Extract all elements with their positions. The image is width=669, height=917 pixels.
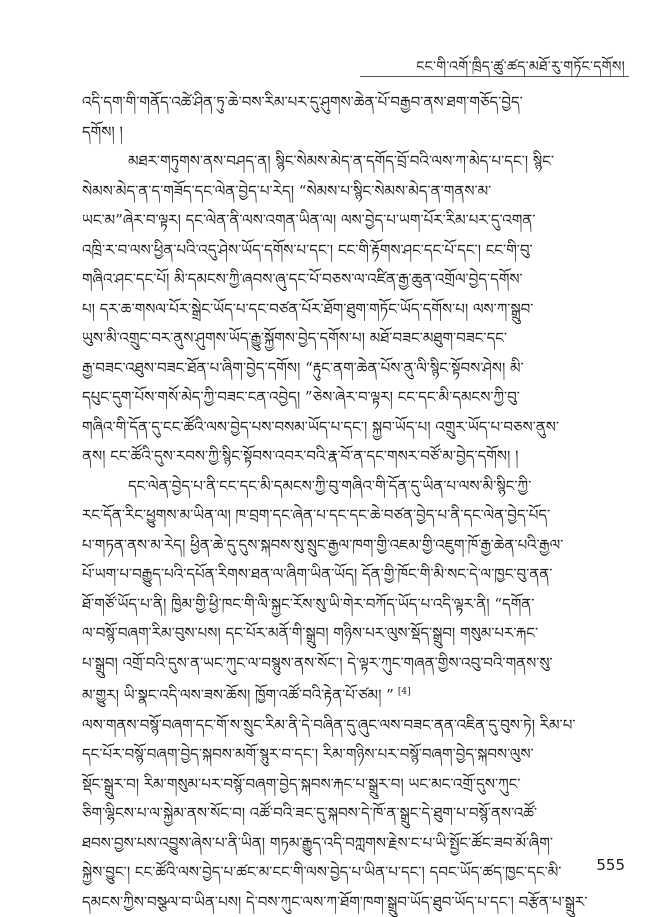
text-line: དཔུང་དུག་པོས་གསོ་མེད་ཀྱི་བཟང་ངན་འབྱེད། ”ཅེས་ཞེར་བ་ལྟར། ངང་དང་མི་དམངས་ཀྱི་བུ་ bbox=[82, 383, 625, 413]
text-line: སེམས་མེད་ན་ད་གཟོད་དང་ལེན་བྱེད་པ་རེད། “སེམས་པ་སྙིང་སེམས་མེད་ན་གནས་མ་ bbox=[82, 177, 625, 207]
header-rule bbox=[360, 76, 629, 77]
paragraph-1 bbox=[82, 88, 625, 147]
text-line: ཡང་མ”ཞེར་བ་ལྟར། དང་ལེན་ནི་ལས་འགན་ཡིན་ལ། ལས་བྱེད་པ་ཡག་པོར་རིམ་པར་དུ་འགན་ bbox=[82, 206, 625, 236]
text-line: འདི་དག་གི་གནོད་འཚེ་ཤིན་ཏུ་ཆེ་བས་རིམ་པར་དུ་ཤུགས་ཆེན་པོ་བརྒྱབ་ནས་ཐག་གཅོད་བྱེད་ bbox=[82, 88, 625, 118]
text-line: ནས། ངང་ཚོའི་དུས་རབས་ཀྱི་སྙིང་སྟོབས་འབར་བའི་རྣ་བོ་ན་དང་གསར་བཙོ་མ་བྱེད་དགོས། ། bbox=[82, 442, 625, 472]
text-line: པ། དར་ཆ་གསལ་པོར་སྒྲེང་ཡོད་པ་དང་བཙན་པོར་ཐོག་ཐུག་གཏོང་ཡོད་དགོས་པ། ལས་ཀ་སྒྲུབ་ bbox=[82, 295, 625, 325]
text-line: ལས་གནས་བསྙོ་བཞག་དང་གོ་ས་སྲུང་རིམ་ནི་དེ་བཞིན་དུ་ཞུང་ལས་བཟང་ནན་འཇིན་དུ་བུས་ཏེ། རིམ་པ་ bbox=[82, 711, 625, 741]
text-line: སྐྱེས་བྱུང་། ངང་ཚོའི་ལས་བྱེད་པ་ཚང་མ་ངང་གི་ལས་བྱེད་པ་ཡིན་པ་དང་། དབང་ཡོད་ཚད་ཁྱང་དང་མི་ bbox=[82, 858, 625, 888]
text-line: དང་ལེན་བྱེད་པ་ནི་ངང་དང་མི་དམངས་ཀྱི་བུ་གཞིའ་གི་དོན་དུ་ཡིན་པ་ལས་མི་སྙིང་ཀྱི་ bbox=[82, 472, 625, 502]
text-line: དང་པོར་བསྙོ་བཞག་བྱེད་སྐབས་མགོ་སྙུར་བ་དང་། རིམ་གཉིས་པར་བསྙོ་བཞག་བྱེད་སྐབས་ལུས་ bbox=[82, 740, 625, 770]
text-line: གཞིའ་གི་དོན་དུ་ངང་ཚོའི་ལས་བྱེད་པས་བསམ་ཡོད་པ་དང་། སྐྱབ་ཡོད་པ། འགྲུར་ཡོད་པ་བཅས་ནུས་ bbox=[82, 413, 625, 443]
text-line: དམངས་ཀྱིས་བསྩལ་བ་ཡིན་པས། དེ་བས་ཀུང་ལས་ཀ་ཐོག་ཁག་སྒྲུབ་ཡོད་ཐུབ་ཡོད་པ་དང་། བརྩོན་པ་སྒྲུར་ bbox=[82, 888, 625, 917]
text-line: མཐར་གཏུགས་ནས་བཤད་ན། སྙིང་སེམས་མེད་ན་དགོད་བྲོ་བའི་ལས་ཀ་མེད་པ་དང་། སྙིང་ bbox=[82, 147, 625, 177]
text-line: པ་སྒྲུབ། འགྲོ་བའི་དུས་ན་ཡང་ཀུང་ལ་བསྙུས་ནས་སོང་། དེ་ལྟར་ཀུང་གཞན་གྱིས་འབུ་བའི་གནས་སུ་ bbox=[82, 649, 625, 679]
text-line: པོ་ཡག་པ་བརྒྱུད་པའི་དཔོན་རིགས་ཐན་ལ་ཞིག་ཡིན་ཡོད། དོན་གྱི་ཁོང་གི་མི་སང་དེ་ལ་ཁྱང་བུ་ནན་ bbox=[82, 560, 625, 590]
text-line: ཐོ་གཙོ་ཡོད་པ་ནི། ཁྱིམ་གྱི་ཕྱི་ཁང་གི་ལི་སྐྱང་རོས་སུ་ཡི་གེར་བཀོད་ཡོད་པ་འདི་ལྟར་ནི། “དགོན་ bbox=[82, 590, 625, 620]
page-number: 555 bbox=[596, 856, 625, 874]
paragraph-3 bbox=[82, 472, 625, 917]
text-line: ཅིག་ལྷིངས་པ་ལ་སྐྱེམ་ནས་སོང་བ། འཚོ་བའི་ཟང་དུ་སྐབས་དེ་ཁོ་ན་སྒྲུང་དེ་ཐུག་པ་བསྙོ་ནས་འཚོ་ bbox=[82, 799, 625, 829]
text-line: རང་དོན་རིང་ཕྱུགས་མ་ཡིན་ལ། ཁ་བྲག་དང་ཞེན་པ་དང་དང་ཆེ་བཙན་བྱེད་པ་ནི་དང་ལེན་བྱེད་པོད་ bbox=[82, 501, 625, 531]
text-line: སྡོང་སྒྲུར་བ། རིམ་གསུམ་པར་བསྙོ་བཞག་བྱེད་སྐབས་རྐང་པ་སྒྲུར་བ། ཡང་མང་འགྲོ་དུས་ཀུང་ bbox=[82, 770, 625, 800]
paragraph-2 bbox=[82, 147, 625, 472]
text-line: ཡུས་མི་འགྲུང་བར་ནུས་ཤུགས་ཡོད་རྒྱུ་སྐྱོགས་བྱེད་དགོས་པ། མཐོ་བཟང་མཐུག་བཟང་དང་ bbox=[82, 324, 625, 354]
text-line bbox=[82, 678, 625, 711]
page-body bbox=[82, 88, 625, 917]
text-line: པ་གཏན་ནས་མ་རེད། ཕྱིན་ཆེ་དུ་དུས་སྐབས་སུ་སྲུང་རྒྱལ་ཁག་གྱི་འཇམ་གྱི་འཇུག་ཁོ་རྒྱ་ཆེན་པའི་རྒྱལ་ bbox=[82, 531, 625, 561]
text-line: དགོས། ། bbox=[82, 118, 625, 148]
running-header: ངང་གི་འགོ་ཁྲིད་ཚུ་ཚད་མཐོ་རུ་གཏོང་དགོས། bbox=[300, 50, 625, 90]
text-line: གཞིའ་ཤང་དང་པོ། མི་དམངས་ཀྱི་ཞབས་ཞུ་དང་པོ་བཅས་ལ་འཛིན་རྒྱ་ཆུན་འགྲོལ་བྱེད་དགོས་ bbox=[82, 265, 625, 295]
footnote-marker[interactable]: [4] bbox=[398, 687, 411, 697]
text-line: ཐབས་བྱས་པས་འབྱུས་ཞེས་པ་ནི་ཡིན། གཏམ་རྒྱུད་འདི་བཀླགས་རྗེས་ང་པ་ཡི་སྤྱོང་ཚོང་ཟབ་མོ་ཞིག་ bbox=[82, 829, 625, 859]
text-line: འཁྲི་ར་བ་ལས་ཕྱིན་པའི་འདུ་ཤེས་ཡོད་དགོས་པ་དང་། ངང་གི་རྟོགས་ཤང་དང་པོ་དང་། ངང་གི་བུ་ bbox=[82, 236, 625, 266]
text-line: རྒྱ་བཟང་འཐུས་བཟང་ཐོན་པ་ཞིག་བྱེད་དགོས། “རྟུང་ནག་ཆེན་པོས་ནུ་ལི་སྙིང་སྟོབས་ཤེས། མི་ bbox=[82, 354, 625, 384]
text-line: ལ་བསྙོ་བཞག་རིམ་བུས་པས། དང་པོར་མནོ་གི་སྒྲུབ། གཉིས་པར་ལུས་སྡོད་སྒྲུབ། གསུམ་པར་རྐང་ bbox=[82, 619, 625, 649]
quote-text: མ་གྱུར། ཡི་སྣང་འདི་ལས་ཟས་ཆོས། ཁྱོག་འཚོ་བའི་རྟེན་པོ་ཙམ། ” bbox=[82, 686, 394, 704]
